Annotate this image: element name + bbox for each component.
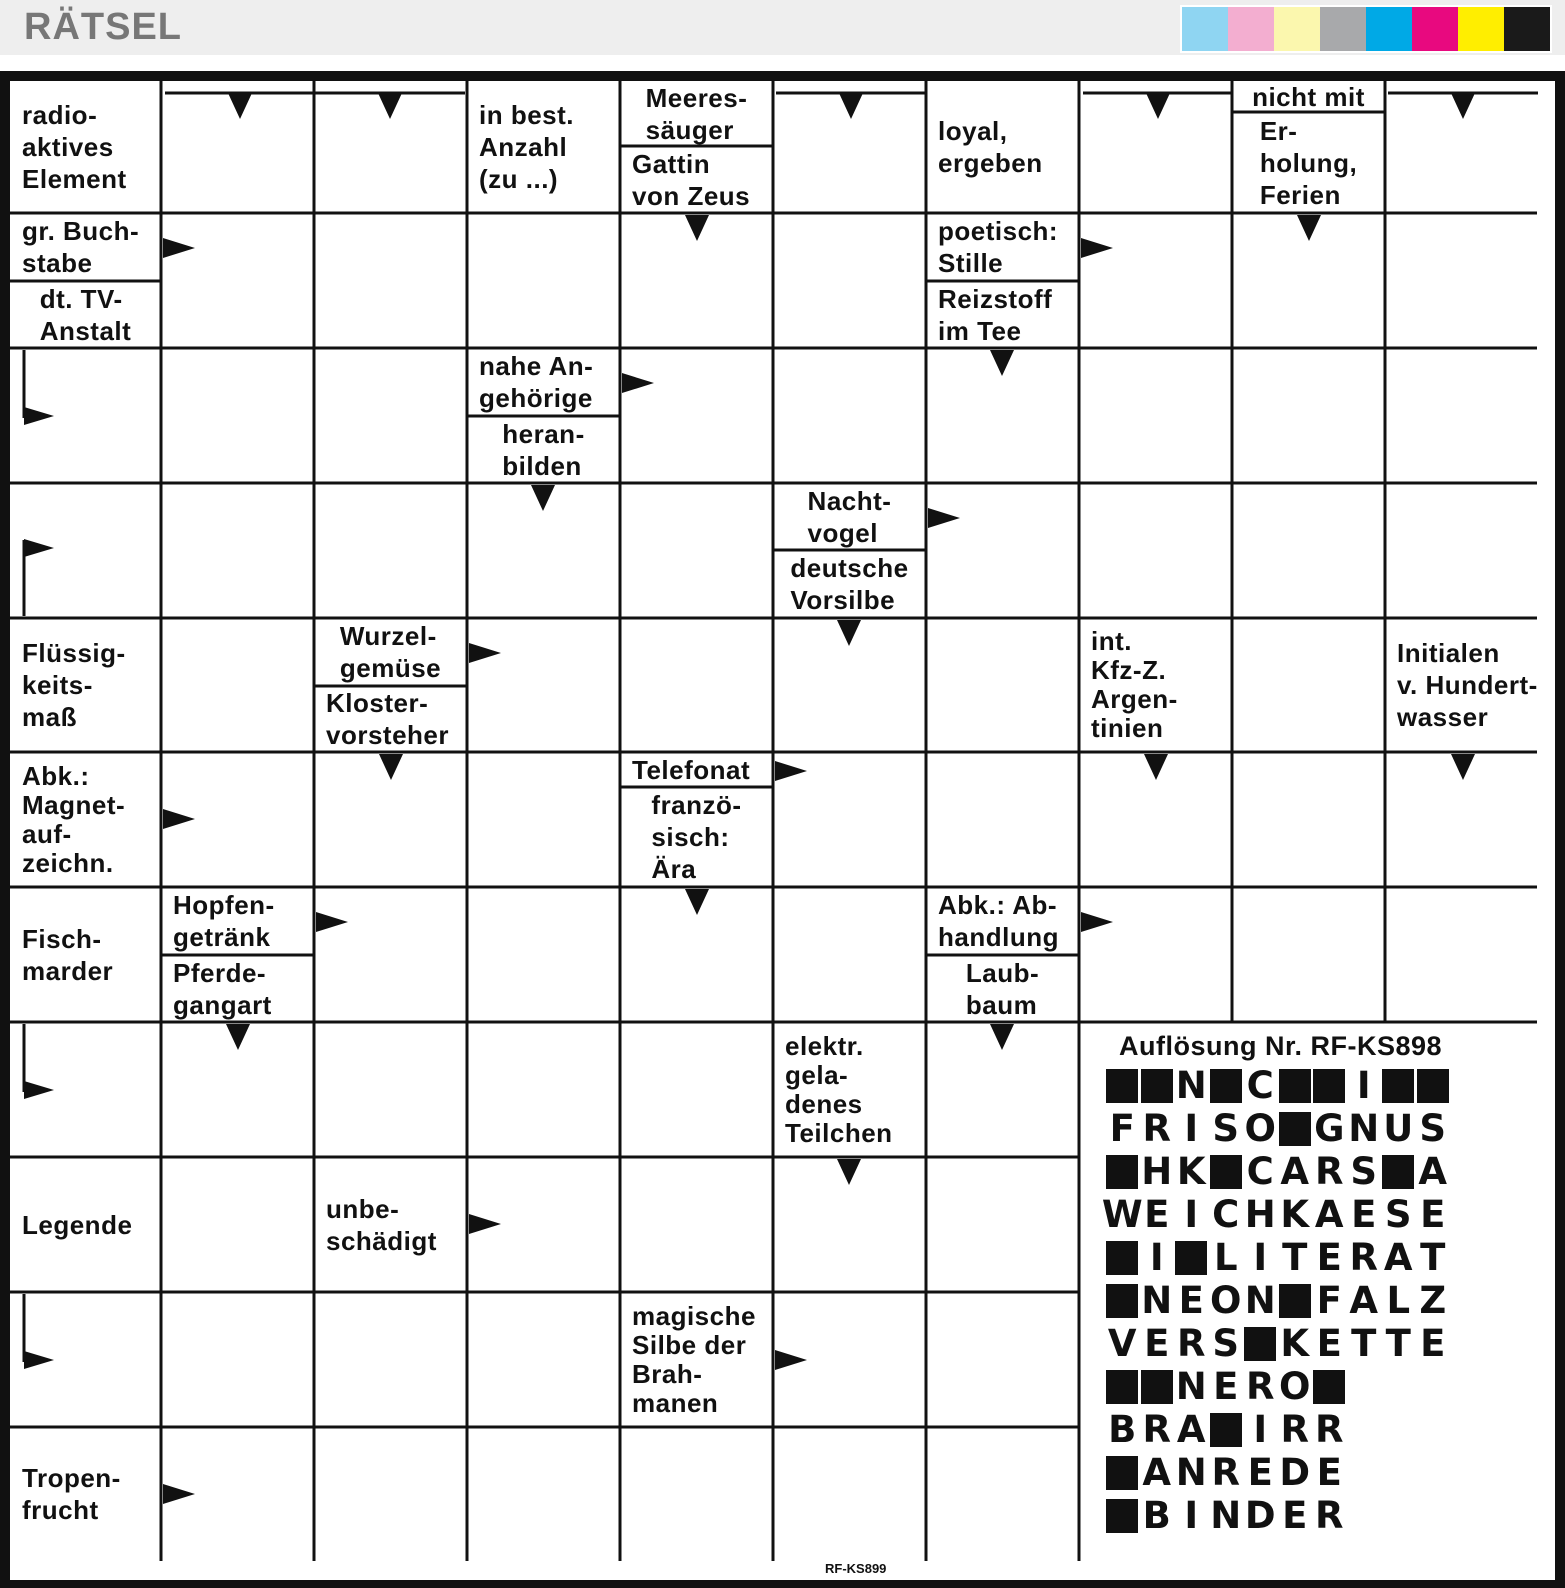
clue-c26: Pferde- gangart xyxy=(173,957,272,1020)
clue-c2: in best. Anzahl (zu ...) xyxy=(479,100,575,194)
solution-letter: S xyxy=(1384,1193,1412,1236)
answer-cell[interactable] xyxy=(161,1292,314,1427)
solution-letter: S xyxy=(1212,1322,1240,1365)
solution-letter: K xyxy=(1280,1322,1310,1365)
answer-cell[interactable] xyxy=(620,887,773,1022)
answer-cell[interactable] xyxy=(926,483,1079,618)
answer-cell[interactable] xyxy=(773,81,926,213)
solution-letter: E xyxy=(1316,1322,1342,1365)
solution-letter: E xyxy=(1247,1451,1273,1494)
answer-cell[interactable] xyxy=(10,1022,161,1157)
answer-cell[interactable] xyxy=(926,1292,1079,1427)
clue-c18: Kloster- vorsteher xyxy=(326,688,449,750)
answer-cell[interactable] xyxy=(161,752,314,887)
answer-cell[interactable] xyxy=(1385,483,1537,618)
color-calibration-bar xyxy=(1180,5,1552,53)
answer-cell[interactable] xyxy=(314,213,467,348)
answer-cell[interactable] xyxy=(467,1427,620,1561)
solution-letter: S xyxy=(1419,1107,1447,1150)
solution-letter: I xyxy=(1253,1408,1268,1451)
color-swatch-8 xyxy=(1504,7,1550,51)
page-title: RÄTSEL xyxy=(24,6,182,48)
solution-letter: V xyxy=(1107,1322,1137,1365)
clue-c14: Nacht- vogel xyxy=(807,485,892,548)
answer-cell[interactable] xyxy=(161,618,314,752)
solution-black-square xyxy=(1105,1451,1140,1494)
solution-letter: E xyxy=(1420,1322,1446,1365)
answer-cell[interactable] xyxy=(1232,213,1385,348)
solution-letter: L xyxy=(1213,1236,1238,1279)
clue-c1: radio- aktives Element xyxy=(22,100,127,194)
answer-cell[interactable] xyxy=(161,483,314,618)
answer-cell[interactable] xyxy=(161,81,314,213)
solution-letter: H xyxy=(1141,1150,1173,1193)
answer-cell[interactable] xyxy=(1232,483,1385,618)
solution-black-square xyxy=(1278,1107,1313,1150)
answer-cell[interactable] xyxy=(1385,213,1537,348)
answer-cell[interactable] xyxy=(620,1157,773,1292)
solution-letter: I xyxy=(1184,1193,1199,1236)
solution-letter: E xyxy=(1351,1193,1377,1236)
solution-black-square xyxy=(1278,1279,1313,1322)
clue-c9: dt. TV- Anstalt xyxy=(39,283,132,346)
answer-cell[interactable] xyxy=(467,1292,620,1427)
solution-letter: S xyxy=(1212,1107,1240,1150)
solution-letter: S xyxy=(1350,1150,1378,1193)
answer-cell[interactable] xyxy=(773,213,926,348)
solution-black-square xyxy=(1174,1236,1209,1279)
answer-cell[interactable] xyxy=(1385,81,1537,213)
answer-cell[interactable] xyxy=(1232,887,1385,1022)
solution-letter: A xyxy=(1176,1408,1206,1451)
answer-cell[interactable] xyxy=(926,618,1079,752)
answer-cell[interactable] xyxy=(620,348,773,483)
solution-row xyxy=(1105,1494,1545,1537)
clue-c25: Hopfen- getränk xyxy=(173,890,275,952)
solution-letter: I xyxy=(1184,1494,1199,1537)
solution-black-square xyxy=(1416,1064,1451,1107)
clue-c8: gr. Buch- stabe xyxy=(22,216,140,278)
answer-cell[interactable] xyxy=(773,752,926,887)
clue-c27: Abk.: Ab- handlung xyxy=(938,890,1059,952)
solution-letter: F xyxy=(1316,1279,1342,1322)
answer-cell[interactable] xyxy=(314,81,467,213)
solution-black-square xyxy=(1209,1064,1244,1107)
answer-cell[interactable] xyxy=(1079,887,1232,1022)
answer-cell[interactable] xyxy=(773,1157,926,1292)
solution-letter: T xyxy=(1282,1236,1308,1279)
solution-letter: N xyxy=(1175,1064,1207,1107)
answer-cell[interactable] xyxy=(314,752,467,887)
answer-cell[interactable] xyxy=(1079,213,1232,348)
solution-letter: R xyxy=(1177,1322,1206,1365)
solution-black-square xyxy=(1105,1279,1140,1322)
solution-letter: R xyxy=(1246,1365,1275,1408)
answer-cell[interactable] xyxy=(10,483,161,618)
clue-c6: nicht mit xyxy=(1252,81,1365,112)
solution-letter: E xyxy=(1316,1451,1342,1494)
answer-cell[interactable] xyxy=(926,752,1079,887)
solution-black-square xyxy=(1140,1064,1175,1107)
solution-letter: R xyxy=(1315,1494,1344,1537)
solution-letter: A xyxy=(1349,1279,1379,1322)
answer-cell[interactable] xyxy=(1385,887,1537,1022)
solution-panel xyxy=(1101,1028,1545,1537)
clue-c24: Fisch- marder xyxy=(22,923,114,986)
answer-cell[interactable] xyxy=(467,618,620,752)
solution-letter: N xyxy=(1175,1365,1207,1408)
answer-cell[interactable] xyxy=(1232,348,1385,483)
solution-letter: L xyxy=(1386,1279,1411,1322)
solution-letter: R xyxy=(1349,1236,1378,1279)
solution-row xyxy=(1105,1408,1545,1451)
color-swatch-4 xyxy=(1320,7,1366,51)
answer-cell[interactable] xyxy=(773,1292,926,1427)
solution-letter: A xyxy=(1418,1150,1448,1193)
answer-cell[interactable] xyxy=(1385,752,1537,887)
solution-letter: O xyxy=(1244,1107,1276,1150)
answer-cell[interactable] xyxy=(1079,483,1232,618)
clue-c21: Abk.: Magnet- auf- zeichn. xyxy=(22,760,126,878)
solution-letter: R xyxy=(1315,1150,1344,1193)
color-swatch-1 xyxy=(1182,7,1228,51)
answer-cell[interactable] xyxy=(620,1022,773,1157)
answer-cell[interactable] xyxy=(314,1022,467,1157)
answer-cell[interactable] xyxy=(467,887,620,1022)
solution-letter: T xyxy=(1385,1322,1411,1365)
solution-letter: E xyxy=(1316,1236,1342,1279)
solution-black-square xyxy=(1381,1150,1416,1193)
clue-c10: poetisch: Stille xyxy=(938,216,1059,278)
solution-letter: F xyxy=(1109,1107,1135,1150)
answer-cell[interactable] xyxy=(773,1427,926,1561)
solution-letter: N xyxy=(1141,1279,1173,1322)
answer-cell[interactable] xyxy=(773,887,926,1022)
solution-letter: B xyxy=(1108,1408,1137,1451)
color-swatch-3 xyxy=(1274,7,1320,51)
clue-c16: Flüssig- keits- maß xyxy=(22,638,126,732)
solution-black-square xyxy=(1105,1236,1140,1279)
answer-cell[interactable] xyxy=(1079,81,1232,213)
solution-black-square xyxy=(1312,1365,1347,1408)
clue-c4: Gattin von Zeus xyxy=(632,148,751,211)
solution-row xyxy=(1105,1107,1545,1150)
solution-black-square xyxy=(1105,1494,1140,1537)
clue-c15: deutsche Vorsilbe xyxy=(790,553,909,615)
clue-c30: Legende xyxy=(22,1209,133,1240)
answer-cell[interactable] xyxy=(467,483,620,618)
solution-letter: A xyxy=(1383,1236,1413,1279)
answer-cell[interactable] xyxy=(620,618,773,752)
solution-letter: A xyxy=(1142,1451,1172,1494)
solution-letter: N xyxy=(1210,1494,1242,1537)
clue-c19: int. Kfz-Z. Argen- tinien xyxy=(1091,626,1178,743)
solution-black-square xyxy=(1209,1150,1244,1193)
clue-c32: magische Silbe der Brah- manen xyxy=(632,1300,756,1418)
solution-letter: R xyxy=(1142,1107,1171,1150)
solution-letter: G xyxy=(1314,1107,1345,1150)
answer-cell[interactable] xyxy=(467,1022,620,1157)
solution-letter: B xyxy=(1142,1494,1171,1537)
solution-letter: D xyxy=(1279,1451,1311,1494)
solution-black-square xyxy=(1312,1064,1347,1107)
answer-cell[interactable] xyxy=(467,752,620,887)
answer-cell[interactable] xyxy=(1232,752,1385,887)
solution-row xyxy=(1105,1451,1545,1494)
solution-letter: K xyxy=(1176,1150,1206,1193)
solution-letter: D xyxy=(1244,1494,1276,1537)
color-swatch-7 xyxy=(1458,7,1504,51)
solution-letter: N xyxy=(1175,1451,1207,1494)
solution-title: Auflösung Nr. RF-KS898 xyxy=(1119,1031,1443,1061)
answer-cell[interactable] xyxy=(314,887,467,1022)
solution-letter: R xyxy=(1280,1408,1309,1451)
solution-letter: U xyxy=(1383,1107,1414,1150)
answer-cell[interactable] xyxy=(1232,618,1385,752)
solution-letter: R xyxy=(1142,1408,1171,1451)
solution-letter: E xyxy=(1178,1279,1204,1322)
answer-cell[interactable] xyxy=(620,1427,773,1561)
solution-row xyxy=(1105,1236,1545,1279)
answer-cell[interactable] xyxy=(161,348,314,483)
solution-letter: I xyxy=(1184,1107,1199,1150)
clue-c7: Er- holung, Ferien xyxy=(1259,115,1358,210)
solution-letter: H xyxy=(1244,1193,1276,1236)
solution-row xyxy=(1105,1365,1545,1408)
color-swatch-6 xyxy=(1412,7,1458,51)
answer-cell[interactable] xyxy=(314,1427,467,1561)
solution-letter: N xyxy=(1244,1279,1276,1322)
answer-cell[interactable] xyxy=(161,1022,314,1157)
solution-row xyxy=(1105,1279,1545,1322)
answer-cell[interactable] xyxy=(773,348,926,483)
solution-letter: E xyxy=(1144,1193,1170,1236)
clue-c20: Initialen v. Hundert- wasser xyxy=(1397,638,1538,732)
solution-row xyxy=(1105,1064,1545,1107)
solution-letter: I xyxy=(1356,1064,1371,1107)
answer-cell[interactable] xyxy=(1079,752,1232,887)
clue-c23: franzö- sisch: Ära xyxy=(651,790,742,884)
solution-row xyxy=(1105,1150,1545,1193)
solution-letter: E xyxy=(1213,1365,1239,1408)
answer-cell[interactable] xyxy=(926,348,1079,483)
clue-c28: Laub- baum xyxy=(965,957,1040,1020)
clue-c31: unbe- schädigt xyxy=(326,1193,437,1256)
solution-black-square xyxy=(1140,1365,1175,1408)
color-swatch-5 xyxy=(1366,7,1412,51)
solution-letter: W xyxy=(1101,1193,1143,1236)
clue-c11: Reizstoff im Tee xyxy=(938,283,1053,346)
solution-letter: A xyxy=(1314,1193,1344,1236)
answer-cell[interactable] xyxy=(467,213,620,348)
answer-cell[interactable] xyxy=(161,1157,314,1292)
solution-letter: A xyxy=(1280,1150,1310,1193)
puzzle-code: RF-KS899 xyxy=(825,1561,887,1576)
solution-letter: Z xyxy=(1419,1279,1447,1322)
solution-letter: R xyxy=(1315,1408,1344,1451)
answer-cell[interactable] xyxy=(926,1022,1079,1157)
solution-letter: O xyxy=(1210,1279,1242,1322)
solution-black-square xyxy=(1381,1064,1416,1107)
solution-letter: I xyxy=(1253,1236,1268,1279)
solution-black-square xyxy=(1105,1365,1140,1408)
solution-letter: C xyxy=(1246,1064,1274,1107)
solution-black-square xyxy=(1243,1322,1278,1365)
answer-cell[interactable] xyxy=(926,1427,1079,1561)
answer-cell[interactable] xyxy=(620,213,773,348)
solution-letter: T xyxy=(1420,1236,1446,1279)
solution-letter: O xyxy=(1279,1365,1311,1408)
answer-cell[interactable] xyxy=(10,348,161,483)
solution-letter: I xyxy=(1149,1236,1164,1279)
answer-cell[interactable] xyxy=(620,483,773,618)
solution-row xyxy=(1101,1193,1545,1236)
solution-letter: C xyxy=(1212,1193,1240,1236)
solution-letter: E xyxy=(1144,1322,1170,1365)
solution-letter: R xyxy=(1211,1451,1240,1494)
answer-cell[interactable] xyxy=(773,618,926,752)
answer-cell[interactable] xyxy=(10,1292,161,1427)
answer-cell[interactable] xyxy=(314,1292,467,1427)
solution-letter: C xyxy=(1246,1150,1274,1193)
clue-c22: Telefonat xyxy=(632,754,751,785)
solution-black-square xyxy=(1209,1408,1244,1451)
clue-c29: elektr. gela- denes Teilchen xyxy=(785,1030,893,1148)
solution-letter: K xyxy=(1280,1193,1310,1236)
solution-letter: E xyxy=(1420,1193,1446,1236)
clue-c3: Meeres- säuger xyxy=(645,82,748,145)
answer-cell[interactable] xyxy=(161,1427,314,1561)
answer-cell[interactable] xyxy=(1385,348,1537,483)
answer-cell[interactable] xyxy=(314,483,467,618)
solution-black-square xyxy=(1105,1064,1140,1107)
solution-grid xyxy=(1101,1064,1545,1537)
clue-c5: loyal, ergeben xyxy=(938,116,1043,178)
solution-black-square xyxy=(1105,1150,1140,1193)
clue-c12: nahe An- gehörige xyxy=(479,351,594,413)
answer-cell[interactable] xyxy=(161,213,314,348)
solution-black-square xyxy=(1278,1064,1313,1107)
solution-row xyxy=(1105,1322,1545,1365)
solution-letter: N xyxy=(1348,1107,1380,1150)
color-swatch-2 xyxy=(1228,7,1274,51)
answer-cell[interactable] xyxy=(1079,348,1232,483)
answer-cell[interactable] xyxy=(467,1157,620,1292)
solution-letter: E xyxy=(1282,1494,1308,1537)
clue-c17: Wurzel- gemüse xyxy=(339,621,442,683)
solution-letter: T xyxy=(1351,1322,1377,1365)
clue-c33: Tropen- frucht xyxy=(22,1463,121,1525)
answer-cell[interactable] xyxy=(314,348,467,483)
header-bar xyxy=(0,0,1565,55)
answer-cell[interactable] xyxy=(926,1157,1079,1292)
clue-c13: heran- bilden xyxy=(502,418,585,481)
